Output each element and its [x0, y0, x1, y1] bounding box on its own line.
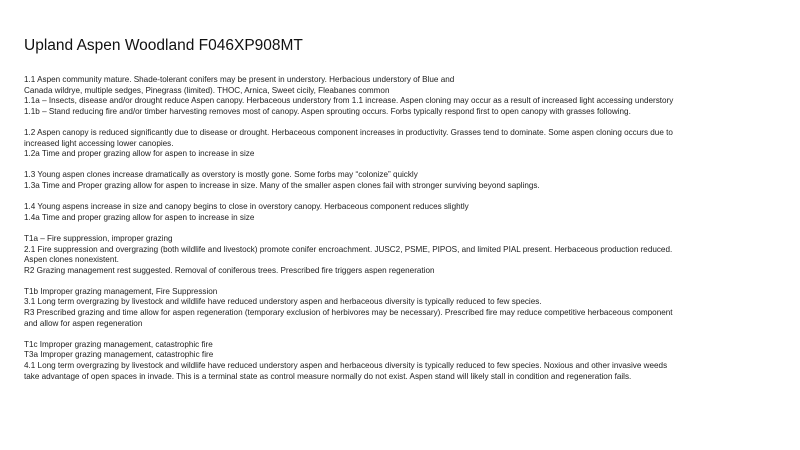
text-line: and allow for aspen regeneration: [24, 318, 143, 328]
paragraph-community-1-4: [24, 202, 784, 223]
text-line: T1b Improper grazing management, Fire Suppression: [24, 286, 218, 296]
text-line: R2 Grazing management rest suggested. Removal of coniferous trees. Prescribed fire triggers aspen regeneration: [24, 265, 435, 275]
paragraph-community-1-1: [24, 75, 784, 117]
text-line: T3a Improper grazing management, catastrophic fire: [24, 350, 214, 360]
text-line: take advantage of open spaces in invade. This is a terminal state as control measure normally do not exist. Aspen stand will likely stall in condition and regeneration fails.: [24, 371, 632, 381]
text-line: 3.1 Long term overgrazing by livestock and wildlife have reduced understory aspen and herbaceous diversity is typically reduced to few species.: [24, 297, 542, 307]
text-line: 1.4 Young aspens increase in size and canopy begins to close in overstory canopy. Herbaceous component reduces slightly: [24, 202, 469, 212]
text-line: 1.2 Aspen canopy is reduced significantly due to disease or drought. Herbaceous component increases in productivity. Grasses tend to dominate. Some aspen cloning occurs due to: [24, 127, 673, 137]
text-line: T1c Improper grazing management, catastrophic fire: [24, 339, 213, 349]
text-line: T1a – Fire suppression, improper grazing: [24, 233, 173, 243]
paragraph-community-1-2: [24, 128, 784, 160]
paragraph-transition-t1a: [24, 234, 784, 276]
paragraph-community-1-3: [24, 170, 784, 191]
paragraph-transition-t1c: [24, 340, 784, 382]
text-line: increased light accessing lower canopies.: [24, 138, 174, 148]
text-line: 1.1b – Stand reducing fire and/or timber harvesting removes most of canopy. Aspen sprouting occurs. Forbs typically respond first to open canopy with grasses following.: [24, 106, 631, 116]
text-line: 1.1 Aspen community mature. Shade-tolerant conifers may be present in understory. Herbacious understory of Blue and: [24, 75, 455, 84]
text-line: Canada wildrye, multiple sedges, Pinegrass (limited). THOC, Arnica, Sweet cicily, Fleabanes common: [24, 85, 390, 95]
text-line: 4.1 Long term overgrazing by livestock and wildlife have reduced understory aspen and herbaceous diversity is typically reduced to few species. Noxious and other invasive weeds: [24, 361, 668, 371]
text-line: 1.2a Time and proper grazing allow for aspen to increase in size: [24, 149, 255, 159]
paragraph-transition-t1b: [24, 287, 784, 329]
text-line: 1.3 Young aspen clones increase dramatically as overstory is mostly gone. Some forbs may “colonize” quickly: [24, 170, 418, 180]
text-line: R3 Prescribed grazing and time allow for aspen regeneration (temporary exclusion of herbivores may be necessary). Prescribed fire may reduce competitive herbaceous component: [24, 308, 673, 318]
text-line: 1.1a – Insects, disease and/or drought reduce Aspen canopy. Herbaceous understory from 1.1 increase. Aspen cloning may occur as a result of increased light accessing understory: [24, 96, 674, 106]
text-line: 1.3a Time and Proper grazing allow for aspen to increase in size. Many of the smaller aspen clones fail with stronger surviving beyond saplings.: [24, 180, 540, 190]
text-line: 2.1 Fire suppression and overgrazing (both wildlife and livestock) promote conifer encroachment. JUSC2, PSME, PIPOS, and limited PIAL present. Herbaceous production reduced.: [24, 244, 673, 254]
state-transition-notes: [24, 75, 784, 382]
text-line: 1.4a Time and proper grazing allow for aspen to increase in size: [24, 212, 255, 222]
text-line: Aspen clones nonexistent.: [24, 255, 119, 265]
page-title: Upland Aspen Woodland F046XP908MT: [24, 37, 303, 54]
